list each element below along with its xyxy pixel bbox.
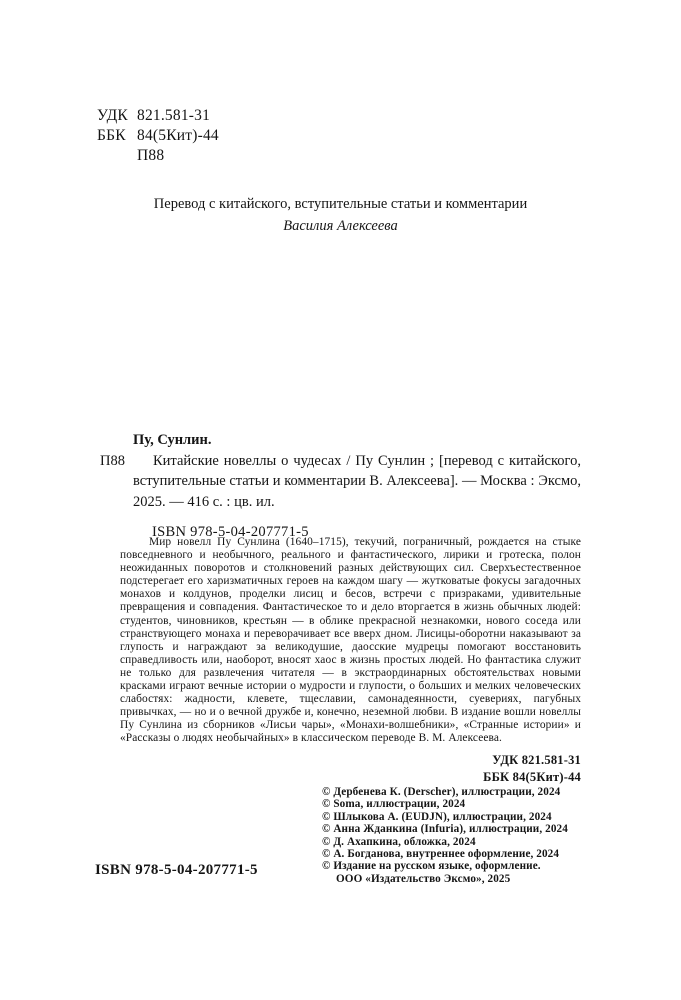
isbn-bottom: ISBN 978-5-04-207771-5 (95, 862, 258, 878)
copyright-line: © А. Богданова, внутреннее оформление, 2024 (322, 848, 560, 861)
udk-label: УДК (97, 107, 128, 124)
isbn-record: ISBN 978-5-04-207771-5 (152, 524, 309, 540)
copyright-line: © Дербенева К. (Derscher), иллюстрации, 2024 (322, 786, 561, 798)
copyright-line: © Д. Ахапкина, обложка, 2024 (322, 835, 476, 848)
imprint-code: П88 (137, 147, 165, 164)
bbk-value: 84(5Кит)-44 (137, 127, 219, 144)
copyright-line: © Издание на русском языке, оформление. (322, 860, 541, 873)
bottom-catalog-codes (120, 752, 581, 786)
copyright-block (322, 786, 622, 885)
udk-value: 821.581-31 (137, 107, 211, 124)
bbk-code-bottom: ББК 84(5Кит)-44 (483, 770, 581, 784)
catalog-code: П88 (100, 452, 125, 469)
top-catalog-codes (97, 106, 219, 166)
copyright-line: © Анна Жданкина (Infuria), иллюстрации, 2024 (322, 823, 568, 836)
translation-credit-line: Перевод с китайского, вступительные статьи и комментарии (153, 196, 528, 212)
annotation-text: Мир новелл Пу Сунлина (1640–1715), текучий, пограничный, рождается на стыке повседневного и необычного, реального и фантастического, лирики и гротеска, полон неожиданных поворотов и столкновений разных действующих сил. Сверхъестественное подстерегает его харизматичных героев на каждом шагу — жутковатые фокусы загадочных монахов и колдунов, проделки лисиц и бесов, встречи с призраками, удивительные превращения и совпадения. Фантастическое то и дело вторгается в жизнь обычных людей: студентов, чиновников, крестьян — в облике прекрасной незнакомки, нового соседа или странствующего монаха и переворачивает все вверх дном. Лисицы-оборотни наказывают за глупость и награждают за великодушие, даосские мудрецы помогают восстановить справедливость или, наоборот, вносят хаос в жизнь простых людей. Но фантастика служит не только для развлечения читателя — в экстраординарных обстоятельствах новыми красками играют вечные истории о мудрости и глупости, о больших и мелких человеческих слабостях: жадности, клевете, тщеславии, самонадеянности, суевериях, пагубных привычках, — но и о вечной дружбе и, конечно, неземной любви. В издание вошли новеллы Пу Сунлина из сборников «Лисьи чары», «Монахи-волшебники», «Странные истории» и «Рассказы о людях необычайных» в классическом переводе В. М. Алексеева. (120, 536, 581, 745)
bibliographic-entry (100, 451, 581, 513)
publisher-line: ООО «Издательство Эксмо», 2025 (336, 872, 511, 885)
translator-name: Василия Алексеева (283, 217, 398, 234)
bbk-label: ББК (97, 127, 126, 144)
bbk-row (97, 126, 219, 146)
udk-row (97, 106, 219, 126)
translation-credit (0, 194, 681, 237)
bibliographic-description: Китайские новеллы о чудесах / Пу Сунлин ; [перевод с китайского, вступительные статьи и комментарии В. Алексеева]. — Москва : Эксмо, 2025. — 416 с. : цв. ил. (133, 452, 581, 510)
bibliographic-record (100, 430, 581, 543)
author-heading: Пу, Сунлин. (133, 432, 212, 448)
udk-code-bottom: УДК 821.581-31 (492, 753, 581, 767)
copyright-line: © Шлыкова А. (EUDJN), иллюстрации, 2024 (322, 810, 552, 823)
copyright-line: © Soma, иллюстрации, 2024 (322, 798, 466, 811)
